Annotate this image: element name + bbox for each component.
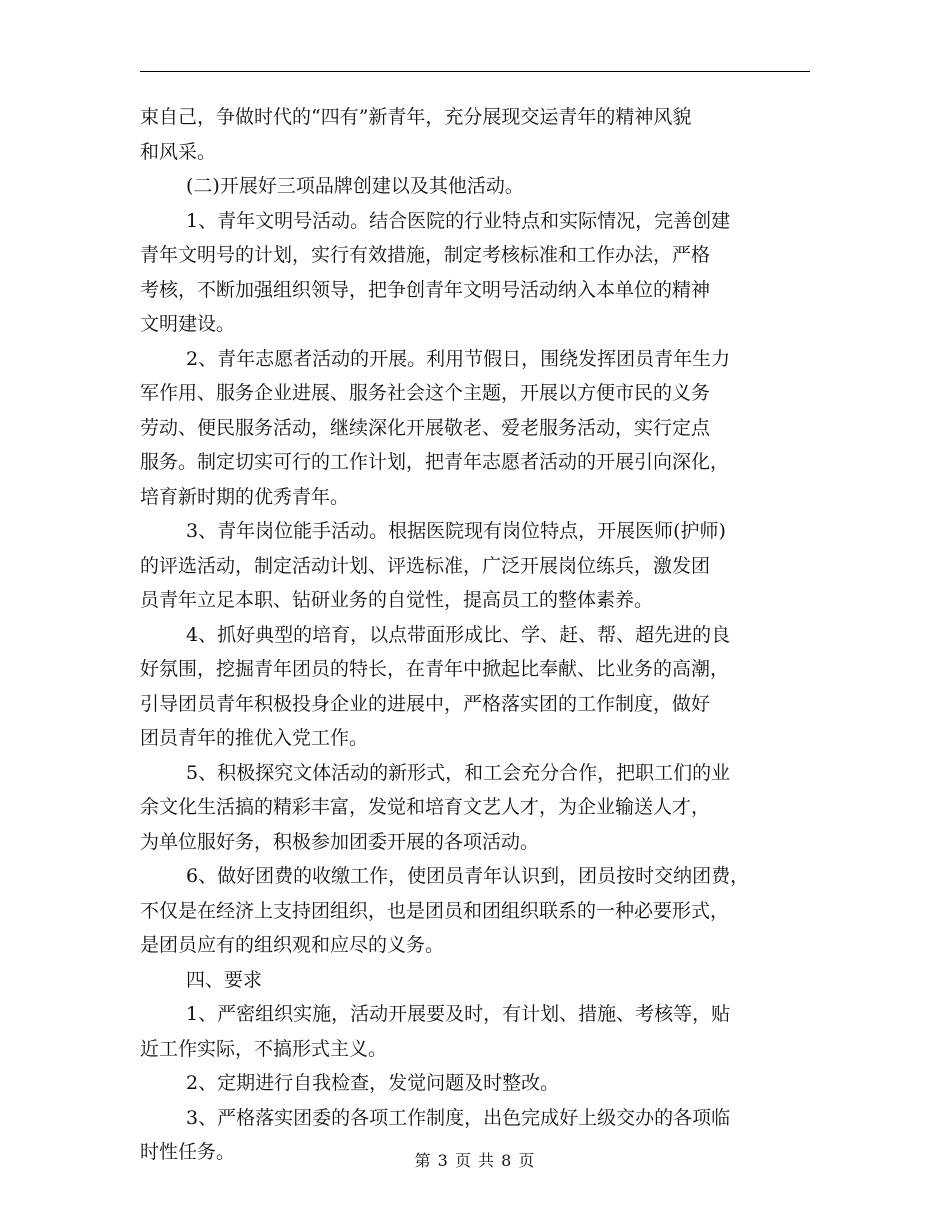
text-line: 2、定期进行自我检查，发觉问题及时整改。 [186,1072,560,1094]
text-line: 1、严密组织实施，活动开展要及时，有计划、措施、考核等，贴 [186,1003,731,1025]
text-line: 青年文明号的计划，实行有效措施，制定考核标准和工作办法，严格 [140,244,711,266]
text-line: 的评选活动，制定活动计划、评选标准，广泛开展岗位练兵，激发团 [140,554,711,577]
text-line: 4、抓好典型的培育，以点带面形成比、学、赶、帮、超先进的良 [186,623,731,646]
document-body [140,100,812,1170]
text-line: 服务。制定切实可行的工作计划，把青年志愿者活动的开展引向深化， [140,451,730,473]
text-line: 团员青年的推优入党工作。 [140,727,369,749]
text-line: 余文化生活搞的精彩丰富，发觉和培育文艺人才，为企业输送人才， [140,796,711,818]
text-line: 3、严格落实团委的各项工作制度，出色完成好上级交办的各项临 [186,1106,731,1129]
text-line: 劳动、便民服务活动，继续深化开展敬老、爱老服务活动，实行定点 [140,416,711,439]
text-line: 引导团员青年积极投身企业的进展中，严格落实团的工作制度，做好 [140,692,711,715]
text-line: 6、做好团费的收缴工作，使团员青年认识到，团员按时交纳团费， [186,865,750,887]
text-line: 考核，不断加强组织领导，把争创青年文明号活动纳入本单位的精神 [140,278,711,301]
text-line: 近工作实际，不搞形式主义。 [140,1037,388,1060]
text-line: 和风采。 [140,140,217,163]
text-line: 员青年立足本职、钻研业务的自觉性，提高员工的整体素养。 [140,589,654,611]
text-line: (二)开展好三项品牌创建以及其他活动。 [186,175,524,197]
text-line: 不仅是在经济上支持团组织，也是团员和团组织联系的一种必要形式， [140,899,730,922]
text-line: 四、要求 [186,968,263,991]
text-line: 为单位服好务，积极参加团委开展的各项活动。 [140,830,540,853]
text-line: 培育新时期的优秀青年。 [140,485,350,508]
page-footer: 第 3 页 共 8 页 [414,1151,536,1170]
text-line: 2、青年志愿者活动的开展。利用节假日，围绕发挥团员青年生力 [186,347,731,370]
text-line: 束自己，争做时代的“四有”新青年，充分展现交运青年的精神风貌 [140,106,692,128]
text-line: 5、积极探究文体活动的新形式，和工会充分合作，把职工们的业 [186,761,731,784]
text-line: 时性任务。 [140,1141,236,1163]
header-rule [140,71,810,72]
text-line: 1、青年文明号活动。结合医院的行业特点和实际情况，完善创建 [186,209,731,232]
text-line: 好氛围，挖掘青年团员的特长，在青年中掀起比奉献、比业务的高潮， [140,658,730,680]
text-line: 3、青年岗位能手活动。根据医院现有岗位特点，开展医师(护师) [186,520,726,542]
text-line: 军作用、服务企业进展、服务社会这个主题，开展以方便市民的义务 [140,382,711,404]
text-line: 是团员应有的组织观和应尽的义务。 [140,934,445,956]
text-line: 文明建设。 [140,313,236,335]
